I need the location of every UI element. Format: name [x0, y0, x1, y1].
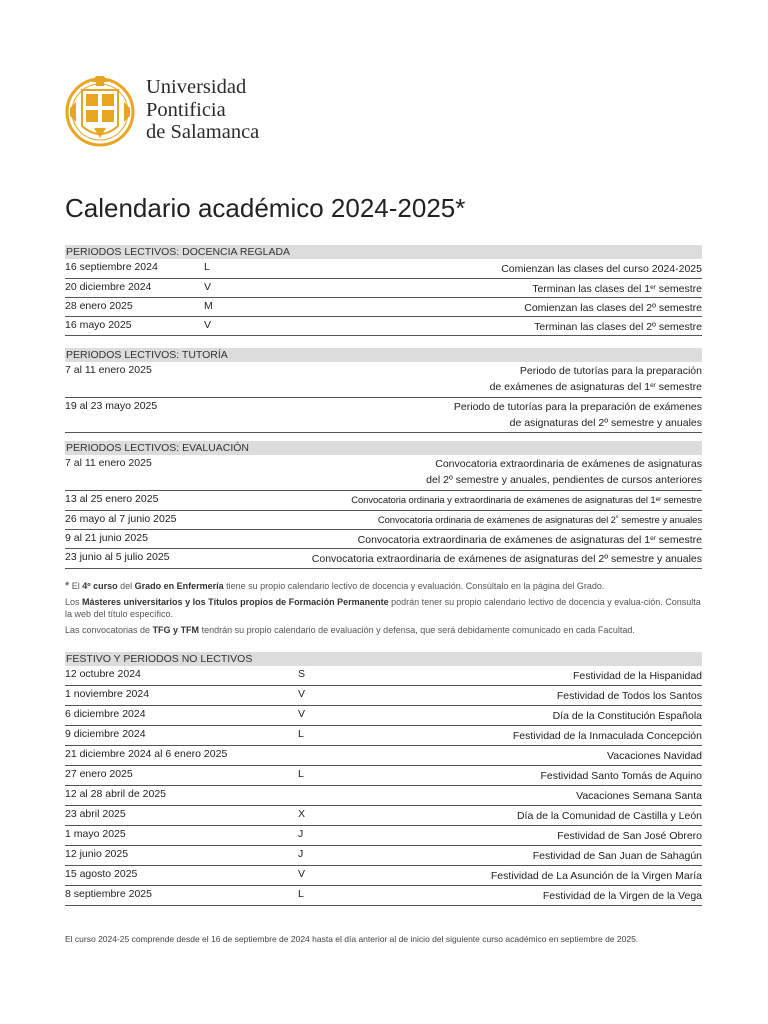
row-desc: Convocatoria extraordinaria de exámenes de asignaturas del 2º semestre y anuales: [311, 553, 702, 565]
table-row: [65, 511, 702, 530]
row-day: J: [298, 828, 304, 840]
row-day: L: [204, 261, 210, 273]
row-desc: Festividad de San Juan de Sahagún: [532, 850, 702, 862]
row-desc: Festividad Santo Tomás de Aquino: [540, 770, 702, 782]
section-evaluacion: [65, 441, 702, 569]
table-row: [65, 530, 702, 549]
table-row: [65, 866, 702, 886]
note-masteres: Los Másteres universitarios y los Títulos propios de Formación Permanente podrán tener su propio calendario lectivo de docencia y evalua-ción. Consulta la web del título específico.: [65, 596, 701, 619]
notes: [65, 580, 705, 639]
table-row: [65, 549, 702, 569]
note-tfg: Las convocatorias de TFG y TFM tendrán su propio calendario de evaluación y defensa, que será debidamente comunicado en cada Facultad.: [65, 624, 635, 635]
row-date: 9 diciembre 2024: [65, 728, 146, 740]
table-row: [65, 706, 702, 726]
table-row: [65, 766, 702, 786]
row-date: 7 al 11 enero 2025: [65, 364, 152, 376]
asterisk-icon: *: [65, 580, 70, 592]
row-desc: Vacaciones Navidad: [607, 750, 702, 762]
row-desc: Día de la Comunidad de Castilla y León: [516, 810, 702, 822]
table-row: [65, 298, 702, 317]
table-row: [65, 259, 702, 279]
table-row: [65, 686, 702, 706]
table-row: [65, 491, 702, 511]
row-date: 26 mayo al 7 junio 2025: [65, 513, 177, 525]
section-festivos: [65, 652, 702, 906]
section-heading: PERIODOS LECTIVOS: TUTORÍA: [65, 348, 702, 362]
row-day: V: [204, 319, 212, 331]
table-row: [65, 455, 702, 491]
row-day: V: [298, 688, 306, 700]
row-desc: Periodo de tutorías para la preparación de exámenes de asignaturas del 1er semestre: [489, 365, 702, 393]
table-row: [65, 398, 702, 433]
row-day: S: [298, 668, 306, 680]
logo-line-3: de Salamanca: [146, 121, 260, 143]
row-desc: Comienzan las clases del 2º semestre: [524, 302, 702, 314]
row-desc: Convocatoria extraordinaria de exámenes de asignaturas del 2º semestre y anuales, pendientes de cursos anteriores: [426, 458, 702, 486]
table-row: [65, 786, 702, 806]
row-date: 15 agosto 2025: [65, 868, 138, 880]
row-desc: Terminan las clases del 1er semestre: [532, 283, 702, 295]
row-date: 12 al 28 abril de 2025: [65, 788, 166, 800]
row-date: 16 mayo 2025: [65, 319, 132, 331]
row-date: 16 septiembre 2024: [65, 261, 158, 273]
row-day: L: [298, 888, 304, 900]
seal-icon: [64, 68, 136, 156]
footer-note: El curso 2024-25 comprende desde el 16 de septiembre de 2024 hasta el día anterior al de inicio del siguiente curso académico en septiembre de 2025.: [65, 934, 639, 944]
row-desc: Convocatoria extraordinaria de exámenes de asignaturas del 1er semestre: [357, 534, 702, 546]
row-date: 9 al 21 junio 2025: [65, 532, 148, 544]
section-heading: PERIODOS LECTIVOS: EVALUACIÓN: [65, 441, 702, 455]
table-row: [65, 806, 702, 826]
row-day: L: [298, 768, 304, 780]
row-day: L: [298, 728, 304, 740]
row-desc: Festividad de la Inmaculada Concepción: [512, 730, 702, 742]
row-date: 12 junio 2025: [65, 848, 129, 860]
section-heading: PERIODOS LECTIVOS: DOCENCIA REGLADA: [65, 245, 702, 259]
note-enfermeria: * El 4º curso del Grado en Enfermería tiene su propio calendario lectivo de docencia y evaluación. Consúltalo en la página del Grado.: [65, 580, 605, 592]
section-tutoria: [65, 348, 702, 433]
row-desc: Vacaciones Semana Santa: [576, 790, 702, 802]
table-row: [65, 886, 702, 906]
table-row: [65, 666, 702, 686]
logo-line-1: Universidad: [146, 76, 247, 98]
row-day: V: [298, 708, 306, 720]
row-desc: Convocatoria ordinaria de exámenes de asignaturas del 2˚ semestre y anuales: [377, 515, 702, 526]
row-date: 28 enero 2025: [65, 300, 133, 312]
row-date: 19 al 23 mayo 2025: [65, 400, 158, 412]
table-row: [65, 746, 702, 766]
row-date: 7 al 11 enero 2025: [65, 457, 152, 469]
row-date: 13 al 25 enero 2025: [65, 493, 159, 505]
university-logo: [64, 68, 264, 156]
row-day: V: [204, 281, 212, 293]
row-date: 20 diciembre 2024: [65, 281, 152, 293]
row-date: 23 abril 2025: [65, 808, 126, 820]
table-row: [65, 826, 702, 846]
row-desc: Día de la Constitución Española: [552, 710, 702, 722]
row-day: J: [298, 848, 304, 860]
row-desc: Periodo de tutorías para la preparación de exámenes de asignaturas del 2º semestre y anuales: [453, 401, 702, 429]
row-desc: Comienzan las clases del curso 2024-2025: [501, 263, 702, 275]
row-desc: Festividad de la Virgen de la Vega: [542, 890, 702, 902]
row-date: 21 diciembre 2024 al 6 enero 2025: [65, 748, 228, 760]
row-day: X: [298, 808, 306, 820]
row-desc: Festividad de Todos los Santos: [556, 690, 702, 702]
table-row: [65, 726, 702, 746]
row-date: 27 enero 2025: [65, 768, 133, 780]
row-day: M: [204, 300, 213, 312]
page-title: Calendario académico 2024-2025*: [65, 193, 466, 223]
table-row: [65, 279, 702, 298]
table-row: [65, 846, 702, 866]
row-desc: Convocatoria ordinaria y extraordinaria de exámenes de asignaturas del 1er semestre: [351, 495, 702, 506]
row-date: 8 septiembre 2025: [65, 888, 152, 900]
row-date: 6 diciembre 2024: [65, 708, 146, 720]
row-date: 1 noviembre 2024: [65, 688, 150, 700]
row-desc: Festividad de la Hispanidad: [573, 670, 702, 682]
row-desc: Festividad de San José Obrero: [557, 830, 702, 842]
table-row: [65, 362, 702, 398]
row-date: 1 mayo 2025: [65, 828, 126, 840]
table-row: [65, 317, 702, 336]
section-docencia: [65, 245, 702, 336]
section-heading: FESTIVO Y PERIODOS NO LECTIVOS: [65, 652, 702, 666]
row-date: 12 octubre 2024: [65, 668, 141, 680]
row-date: 23 junio al 5 julio 2025: [65, 551, 170, 563]
logo-line-2: Pontificia: [146, 98, 226, 121]
row-desc: Terminan las clases del 2º semestre: [534, 321, 702, 333]
row-desc: Festividad de La Asunción de la Virgen María: [490, 870, 702, 882]
row-day: V: [298, 868, 306, 880]
